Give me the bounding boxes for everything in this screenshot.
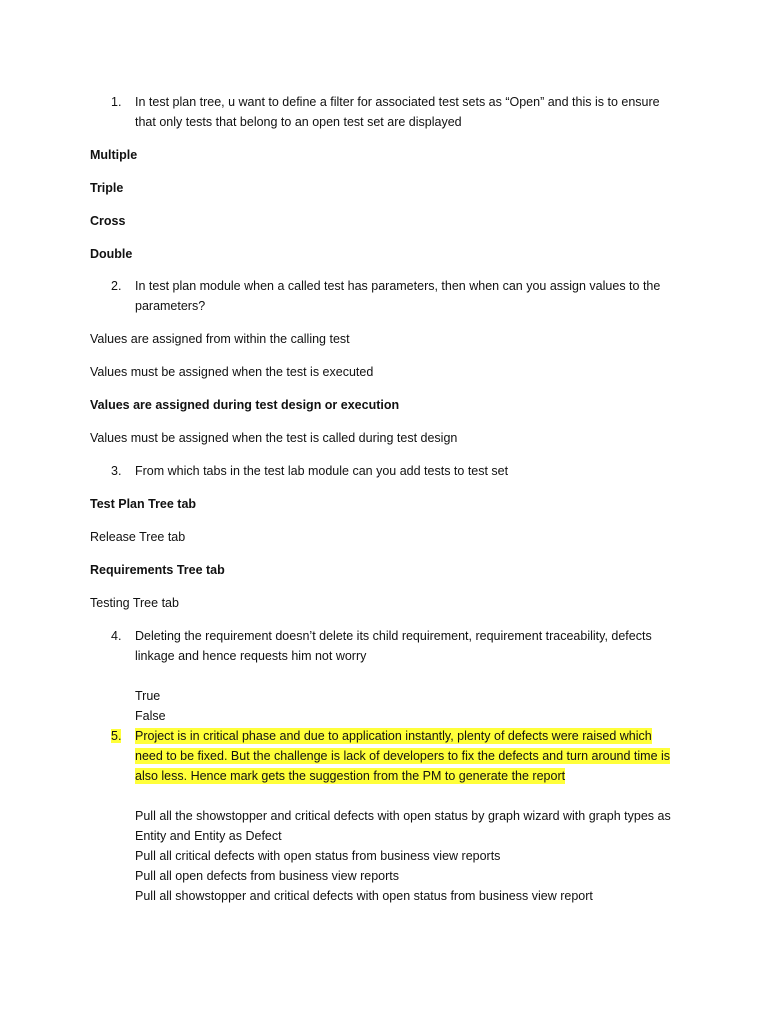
question-number: 1. <box>111 95 122 109</box>
question-3 <box>111 461 681 481</box>
question-text: Deleting the requirement doesn’t delete its child requirement, requirement traceability, defects linkage and hence requests him not worry <box>135 629 652 663</box>
answer-option: Multiple <box>90 148 138 162</box>
question-2 <box>111 276 681 316</box>
answer-option: Values are assigned during test design or execution <box>90 398 400 412</box>
answer-option: Pull all critical defects with open status from business view reports <box>135 849 501 863</box>
question-1 <box>111 92 681 132</box>
answer-option: Pull all showstopper and critical defects with open status from business view report <box>135 889 593 903</box>
question-5 <box>111 726 681 786</box>
answer-option: Pull all the showstopper and critical defects with open status by graph wizard with graph types as Entity and Entity as Defect <box>135 809 671 843</box>
answer-option: Pull all open defects from business view reports <box>135 869 400 883</box>
question-number: 3. <box>111 464 122 478</box>
answer-option: Cross <box>90 214 126 228</box>
answer-option: Double <box>90 247 133 261</box>
answer-option: Values are assigned from within the calling test <box>90 332 350 346</box>
question-text: From which tabs in the test lab module can you add tests to test set <box>135 464 509 478</box>
question-number: 2. <box>111 279 122 293</box>
question-text: In test plan module when a called test has parameters, then when can you assign values to the parameters? <box>135 279 661 313</box>
answer-option: Release Tree tab <box>90 530 186 544</box>
answer-option: Values must be assigned when the test is executed <box>90 365 374 379</box>
answer-option: Triple <box>90 181 124 195</box>
question-number: 5. <box>111 729 122 743</box>
answer-option: Values must be assigned when the test is called during test design <box>90 431 458 445</box>
question-number: 4. <box>111 629 122 643</box>
question-text: In test plan tree, u want to define a filter for associated test sets as “Open” and this is to ensure that only tests that belong to an open test set are displayed <box>135 95 660 129</box>
question-4 <box>111 626 681 666</box>
question-text: Project is in critical phase and due to application instantly, plenty of defects were raised which need to be fixed. But the challenge is lack of developers to fix the defects and turn around time is also less. Hence mark gets the suggestion from the PM to generate the report <box>135 729 671 783</box>
answer-option: Requirements Tree tab <box>90 563 225 577</box>
answer-option: Test Plan Tree tab <box>90 497 197 511</box>
answer-option: True <box>135 689 161 703</box>
answer-option: False <box>135 709 166 723</box>
answer-option: Testing Tree tab <box>90 596 179 610</box>
